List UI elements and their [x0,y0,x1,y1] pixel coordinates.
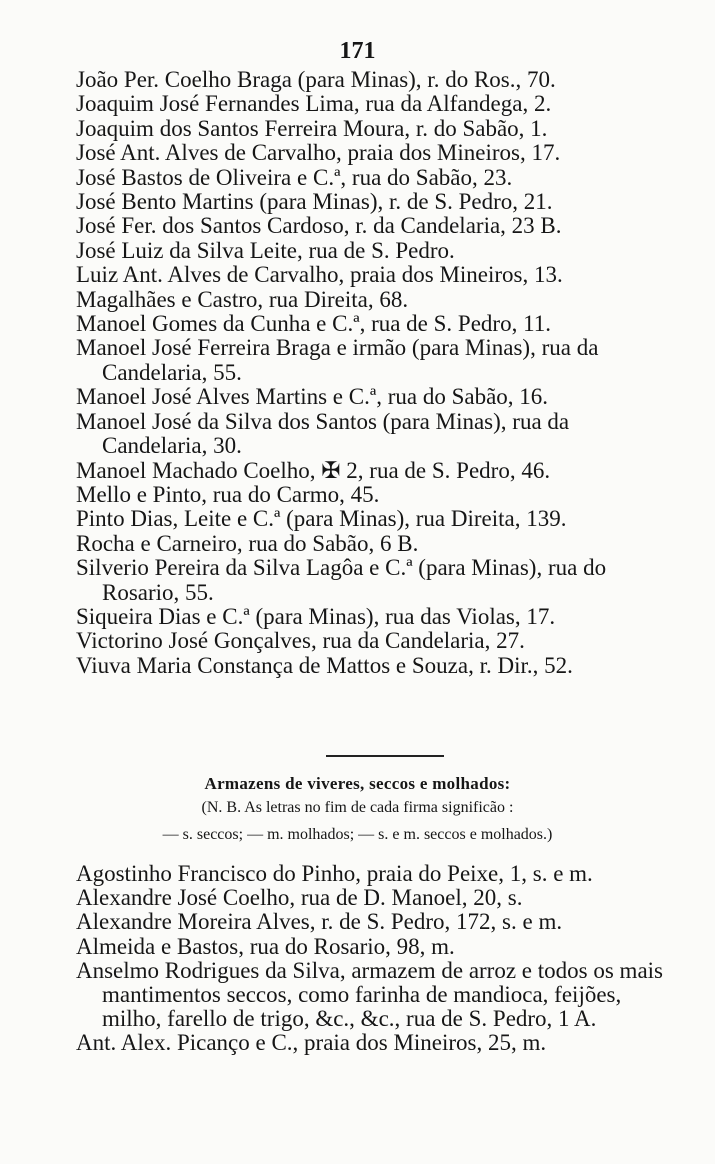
section-divider [326,755,444,757]
section-note-line2: — s. seccos; — m. molhados; — s. e m. seccos e molhados.) [162,826,553,843]
provisions-list [76,862,666,1056]
list-item: Joaquim dos Santos Ferreira Moura, r. do Sabão, 1. [76,115,548,141]
list-item: Joaquim José Fernandes Lima, rua da Alfandega, 2. [76,91,552,117]
list-item: Manoel José da Silva dos Santos (para Minas), rua da Candelaria, 30. [76,408,570,459]
list-item: Manoel José Ferreira Braga e irmão (para Minas), rua da Candelaria, 55. [76,335,599,385]
merchant-list [76,68,666,678]
list-item: José Bastos de Oliveira e C.ª, rua do Sabão, 23. [76,164,513,190]
list-item: Pinto Dias, Leite e C.ª (para Minas), rua Direita, 139. [76,506,567,532]
list-item: Ant. Alex. Picanço e C., praia dos Mineiros, 25, m. [76,1030,547,1056]
list-item: José Bento Martins (para Minas), r. de S. Pedro, 21. [76,189,553,215]
list-item: Magalhães e Castro, rua Direita, 68. [76,286,409,312]
page-number: 171 [339,38,376,64]
list-item: José Luiz da Silva Leite, rua de S. Pedro. [76,237,455,263]
list-item: Viuva Maria Constança de Mattos e Souza, r. Dir., 52. [76,652,573,678]
list-item: Mello e Pinto, rua do Carmo, 45. [76,481,380,507]
list-item: Agostinho Francisco do Pinho, praia do Peixe, 1, s. e m. [76,861,593,886]
list-item: Rocha e Carneiro, rua do Sabão, 6 B. [76,530,419,556]
list-item: Manoel José Alves Martins e C.ª, rua do Sabão, 16. [76,384,549,410]
list-item: Siqueira Dias e C.ª (para Minas), rua das Violas, 17. [76,603,556,629]
list-item: João Per. Coelho Braga (para Minas), r. do Ros., 70. [76,67,556,92]
list-item: Manoel Machado Coelho, ✠ 2, rua de S. Pedro, 46. [76,457,551,483]
section-note-line1: (N. B. As letras no fim de cada firma significão : [201,799,514,816]
list-item: Almeida e Bastos, rua do Rosario, 98, m. [76,933,455,959]
list-item: Victorino José Gonçalves, rua da Candelaria, 27. [76,628,525,654]
list-item: Luiz Ant. Alves de Carvalho, praia dos Mineiros, 13. [76,262,563,288]
list-item: Anselmo Rodrigues da Silva, armazem de arroz e todos os mais mantimentos seccos, como farinha de mandioca, feijões, milho, farello de trigo, &c., &c., rua de S. Pedro, 1 A. [76,957,663,1032]
list-item: Alexandre Moreira Alves, r. de S. Pedro, 172, s. e m. [76,909,563,935]
section-title: Armazens de viveres, seccos e molhados: [204,774,511,793]
list-item: Manoel Gomes da Cunha e C.ª, rua de S. Pedro, 11. [76,311,551,337]
list-item: José Ant. Alves de Carvalho, praia dos Mineiros, 17. [76,140,561,166]
list-item: José Fer. dos Santos Cardoso, r. da Candelaria, 23 B. [76,213,562,239]
list-item: Alexandre José Coelho, rua de D. Manoel, 20, s. [76,885,523,911]
list-item: Silverio Pereira da Silva Lagôa e C.ª (para Minas), rua do Rosario, 55. [76,555,607,605]
